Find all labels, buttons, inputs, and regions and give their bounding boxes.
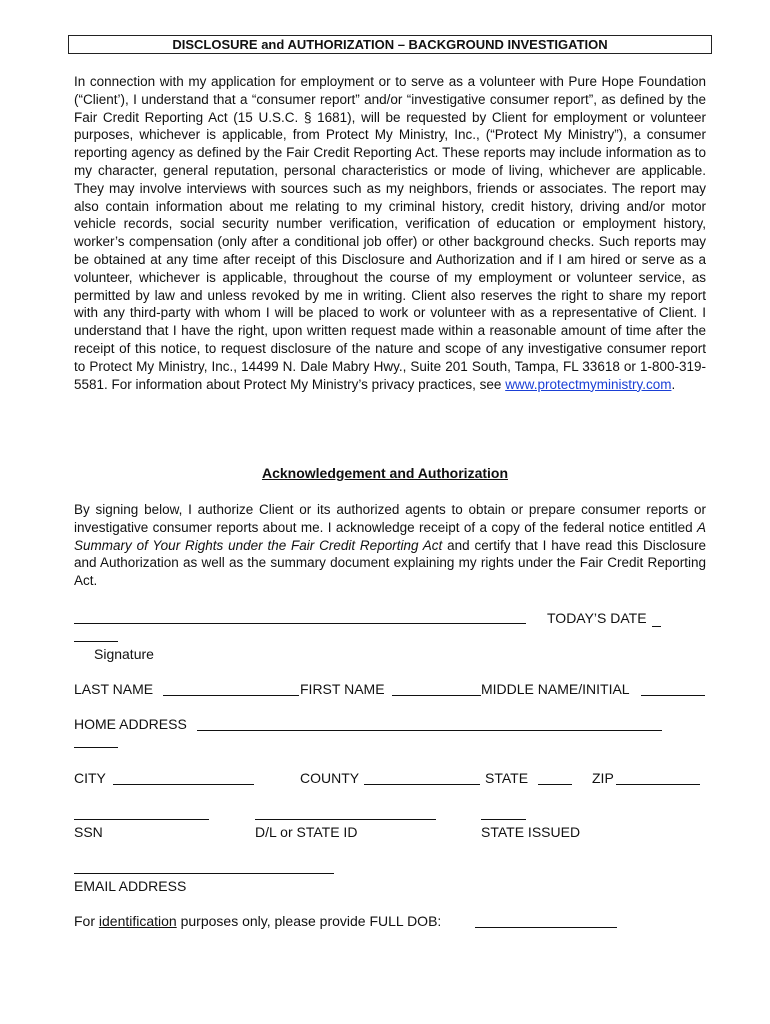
ack-text-before: By signing below, I authorize Client or its authorized agents to obtain or prepare consumer reports or investigative consumer reports about me. I acknowledge receipt of a copy of the federal notice entitled	[74, 502, 706, 535]
document-title: DISCLOSURE and AUTHORIZATION – BACKGROUND INVESTIGATION	[68, 35, 712, 54]
ack-text-after: and certify that I have read this Disclosure and Authorization as well as the summary document explaining my rights under the Fair Credit Reporting Act.	[74, 537, 706, 589]
disclosure-paragraph	[74, 73, 706, 393]
dob-identification-word: identification	[98, 913, 177, 929]
signature-line[interactable]	[74, 623, 526, 624]
zip-line[interactable]	[616, 784, 700, 785]
city-line[interactable]	[113, 784, 254, 785]
todays-date-line-1[interactable]	[652, 626, 661, 627]
home-address-label: HOME ADDRESS	[74, 716, 187, 732]
disclosure-period: .	[671, 376, 676, 392]
state-issued-label: STATE ISSUED	[481, 824, 581, 840]
city-label: CITY	[74, 770, 106, 786]
dob-label	[74, 913, 441, 930]
acknowledgement-paragraph	[74, 501, 706, 590]
last-name-line[interactable]	[163, 695, 299, 696]
middle-name-line[interactable]	[641, 695, 705, 696]
todays-date-label: TODAY’S DATE	[547, 610, 647, 626]
zip-label: ZIP	[592, 770, 614, 786]
county-label: COUNTY	[300, 770, 360, 786]
ssn-label: SSN	[74, 824, 103, 840]
state-label: STATE	[485, 770, 529, 786]
first-name-label: FIRST NAME	[300, 681, 385, 697]
disclosure-text: In connection with my application for employment or to serve as a volunteer with Pure Hope Foundation (“Client’), I understand that a “consumer report” and/or “investigative consumer report”, as defined by the Fair Credit Reporting Act (15 U.S.C. § 1681), will be requested by Client for employment or volunteer purposes, whichever is applicable, from Protect My Ministry, Inc., (“Protect My Ministry”), a consumer reporting agency as defined by the Fair Credit Reporting Act. These reports may include information as to my character, general reputation, personal characteristics or mode of living, whichever are applicable. They may involve interviews with sources such as my neighbors, friends or associates. The report may also contain information about me relating to my criminal history, credit history, driving and/or motor vehicle records, social security number verification, verification of education or employment history, worker’s compensation (only after a conditional job offer) or other background checks. Such reports may be obtained at any time after receipt of this Disclosure and Authorization and if I am hired or serve as a volunteer, whichever is applicable, throughout the course of my employment or volunteer service, as permitted by law and unless revoked by me in writing. Client also reserves the right to share my report with any third-party with whom I will be placed to work or volunteer with as a representative of Client. I understand that I have the right, upon written request made within a reasonable amount of time after the receipt of this notice, to request disclosure of the nature and scope of any investigative consumer report to Protect My Ministry, Inc., 14499 N. Dale Mabry Hwy., Suite 201 South, Tampa, FL 33618 or 1-800-319-5581. For information about Protect My Ministry’s privacy practices, see	[74, 74, 706, 392]
first-name-line[interactable]	[392, 695, 481, 696]
ack-italic-title: A Summary of Your Rights under the Fair Credit Reporting Act	[74, 519, 706, 553]
home-address-line-1[interactable]	[197, 730, 662, 731]
acknowledgement-heading: Acknowledgement and Authorization	[261, 465, 509, 481]
middle-name-label: MIDDLE NAME/INITIAL	[481, 681, 630, 697]
dl-label: D/L or STATE ID	[255, 824, 358, 840]
email-line[interactable]	[74, 873, 334, 874]
county-line[interactable]	[364, 784, 480, 785]
dob-prefix: For	[74, 913, 99, 929]
dl-line[interactable]	[255, 819, 436, 820]
state-issued-line[interactable]	[481, 819, 526, 820]
state-line[interactable]	[538, 784, 572, 785]
home-address-line-2[interactable]	[74, 747, 118, 748]
dob-suffix: purposes only, please provide FULL DOB:	[176, 913, 442, 929]
last-name-label: LAST NAME	[74, 681, 154, 697]
email-label: EMAIL ADDRESS	[74, 878, 187, 894]
signature-label: Signature	[94, 646, 154, 662]
dob-line[interactable]	[475, 927, 617, 928]
todays-date-line-2[interactable]	[74, 641, 118, 642]
protectmyministry-link[interactable]: www.protectmyministry.com	[505, 376, 672, 392]
ssn-line[interactable]	[74, 819, 209, 820]
